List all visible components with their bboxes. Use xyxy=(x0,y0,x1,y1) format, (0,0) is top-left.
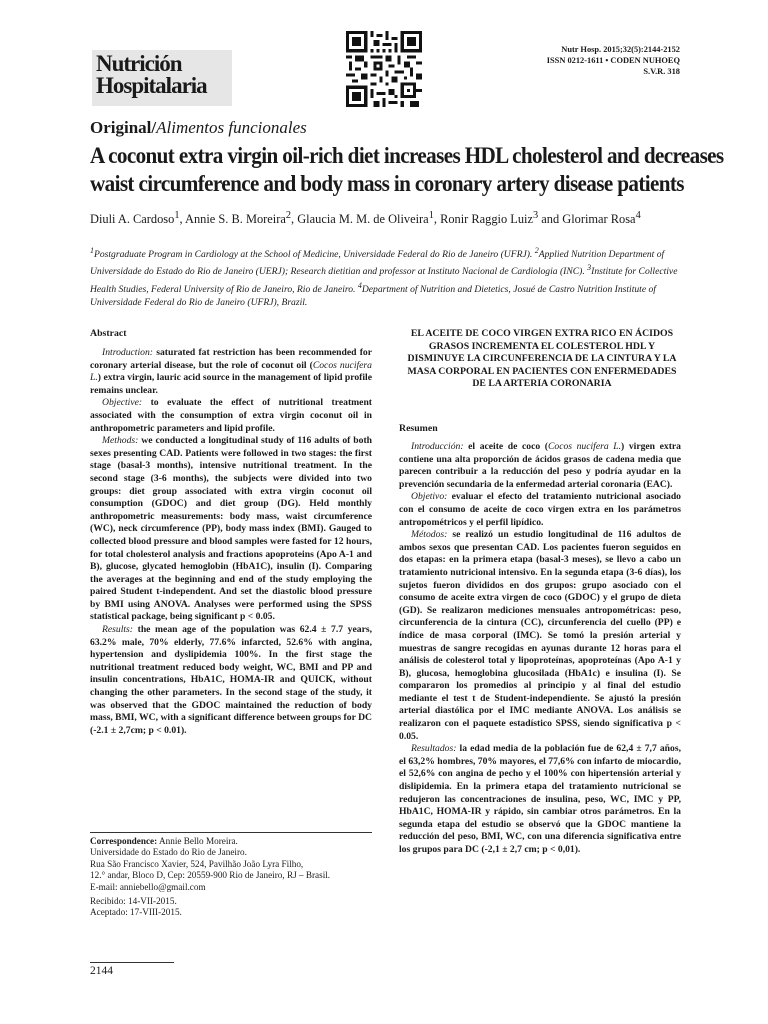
received-date: Recibido: 14-VII-2015. xyxy=(90,896,177,906)
title-line-1: A coconut extra virgin oil-rich diet increases HDL cholesterol and decreases xyxy=(90,143,724,169)
correspondence-block xyxy=(90,836,372,893)
resumen-body xyxy=(399,441,681,857)
correspondence-line: 12.° andar, Bloco D, Cep: 20559-900 Rio de Janeiro, RJ – Brasil. xyxy=(90,870,331,881)
section-name: Original xyxy=(90,118,152,137)
author-name: Glorimar Rosa xyxy=(562,212,636,227)
affiliations: $^1$Postgraduate Program in Cardiology at the School of Medicine, Universidade Federal do Rio de Janeiro (UFRJ). $^2$Applied Nutrition Department of Universidade do Estado do Rio de Janeiro (UERJ); Research dietitian and professor at Instituto Nacional de Cardiologia (INC). $^3$Institute for Collective Health Studies, Federal University of Rio de Janeiro, Rio de Janeiro. $^4$Department of Nutrition and Dietetics, Josué de Castro Nutrition Institute of Universidade Federal do Rio de Janeiro (UFRJ), Brazil. xyxy=(90,246,678,309)
abstract-paragraph: Results: the mean age of the population was 62.4 ± 7.7 years, 63.2% male, 70% elderly, 77.6% infarcted, 52.6% with angina, hypertension and dyslipidemia 100%. In the first stage the nutritional treatment reduced body weight, WC, BMI and PP and insulin concentrations, HbA1C, HOMA-IR and QUICK, without changing the other parameters. In the second stage of the study, it was observed that the GDOC maintained the reduction of body mass, BMI, WC, with a significant difference between groups for DC (-2.1 ± 2,7cm; p < 0.01). xyxy=(90,624,372,736)
citation-svr: S.V.R. 318 xyxy=(643,67,680,76)
page-number: 2144 xyxy=(90,965,113,977)
correspondence-line: Rua São Francisco Xavier, 524, Pavilhão João Lyra Filho, xyxy=(90,858,304,869)
page-number-divider xyxy=(90,962,174,963)
citation-issn: ISSN 0212-1611 • CODEN NUHOEQ xyxy=(546,56,680,65)
resumen-heading: Resumen xyxy=(399,423,438,434)
spanish-title: EL ACEITE DE COCO VIRGEN EXTRA RICO EN ÁCIDOS GRASOS INCREMENTA EL COLESTEROL HDL Y DISMINUYE LA CIRCUNFERENCIA DE LA CINTURA Y LA MASA CORPORAL EN PACIENTES CON ENFERMEDADES DE LA ARTERIA CORONARIA xyxy=(407,328,677,390)
logo-line-2: Hospitalaria xyxy=(96,73,207,98)
author-name: Ronir Raggio Luiz xyxy=(440,212,533,227)
affiliation: Postgraduate Program in Cardiology at the School of Medicine, Universidade Federal do Rio de Janeiro (UFRJ). xyxy=(94,249,535,261)
footnote-divider xyxy=(90,832,372,833)
author-name: Glaucia M. M. de Oliveira xyxy=(297,212,429,227)
affiliation: Department of Nutrition and Dietetics, Josué de Castro Nutrition Institute of Universidade Federal do Rio de Janeiro (UFRJ), Brazil. xyxy=(90,284,656,309)
resumen-paragraph: Resultados: la edad media de la población fue de 62,4 ± 7,7 años, el 63,2% hombres, 70% mayores, el 77,6% con infarto de miocardio, el 52,6% con angina de pecho y el 100% con hipertensión arterial y dislipidemia. En la primera etapa del tratamiento nutricional se redujeron las concentraciones de insulina, peso, WC, IMC y PP, HbA1C, HOMA-IR y rápido, sin cambiar otros parámetros. En la segunda etapa del estudio se observó que la GDOC mantiene la reducción del peso, BMI, WC, con una diferencia significativa entre los grupos para DC (-2,1 ± 2,7 cm; p < 0,01). xyxy=(399,743,681,855)
citation-block xyxy=(547,44,680,77)
abstract-paragraph: Objective: to evaluate the effect of nutritional treatment associated with the consumption of extra virgin coconut oil in anthropometric parameters and lipid profile. xyxy=(90,397,372,434)
section-label: Original/Alimentos funcionales xyxy=(90,118,307,137)
correspondence-email: E-mail: anniebello@gmail.com xyxy=(90,881,206,892)
author-name: Diuli A. Cardoso xyxy=(90,212,175,227)
correspondence-name: Annie Bello Moreira. xyxy=(157,836,238,846)
author-list: Diuli A. Cardoso$^1$, Annie S. B. Moreira$^2$, Glaucia M. M. de Oliveira$^1$, Ronir Raggio Luiz$^3$ and Glorimar Rosa$^4$ xyxy=(90,210,641,227)
resumen-paragraph: Métodos: se realizó un estudio longitudinal de 116 adultos de ambos sexos que presentan CAD. Los pacientes fueron seguidos en dos etapas: en la primera etapa (basal-3 meses), se llevo a cabo un tratamiento nutricional intensivo. En la segunda etapa (3-6 días), los sujetos fueron divididos en dos grupos: grupo asociado con el consumo de aceite extra virgen de coco (GDOC) y el grupo de dieta (GD). Se realizaron mediciones mensuales antropométricas: peso, circunferencia de la cintura (CC), circunferencia del cuello (PP) e índice de masa corporal (IMC). Se tomó la presión arterial y muestras de sangre recogidas en ayunas durante 12 horas para el análisis de colesterol total y lipoproteínas, apoproteínas (Apo A-1 y B), glucosa, hemoglobina glucosilada (HbA1c) e insulina (I). Se compararon los promedios al principio y al final del estudio mediante el test t de Student-independiente. Se ajustó la presión arterial diastólica por el IMC mediante ANOVA. Los análisis se realizaron con el paquete estadístico SPSS, siendo significativa p < 0.05. xyxy=(399,529,681,742)
author-name: Annie S. B. Moreira xyxy=(185,212,286,227)
correspondence-line: Universidade do Estado do Rio de Janeiro. xyxy=(90,847,247,858)
correspondence-label: Correspondence: xyxy=(90,836,158,846)
article-title xyxy=(90,142,724,198)
affiliation: Institute for Collective Health Studies, Federal University of Rio de Janeiro, Rio de Janeiro. xyxy=(90,266,678,296)
logo-line-1: Nutrición xyxy=(96,51,182,76)
accepted-date: Aceptado: 17-VIII-2015. xyxy=(90,907,182,918)
abstract-body xyxy=(90,347,372,737)
dates-block xyxy=(90,896,182,919)
qr-code-icon xyxy=(346,31,422,107)
citation-reference: Nutr Hosp. 2015;32(5):2144-2152 xyxy=(561,45,680,54)
abstract-paragraph: Methods: we conducted a longitudinal study of 116 adults of both sexes presenting CAD. Patients were followed in two stages: the first stage (basal-3 months), intensive nutritional treatment. In the second stage (3-6 months), the subjects were divided into two groups: diet group associated with extra virgin coconut oil consumption (GDOC) and diet group (DG). Held monthly anthropometric measurements: body mass, waist circumference (WC), neck circumference (PP), body mass index (BMI). Gauged to collected blood pressure and blood samples were fasted for 12 hours, for total cholesterol analysis and fractions apoproteins (Apo A-1 and B), glucose, glycated hemoglobin (HbA1C), insulin (I). Comparing the averages at the beginning and end of the study employing the paired Student t-independent. And set the diastolic blood pressure by BMI using ANOVA. Analyses were performed using the SPSS statistical package, being significant p < 0.05. xyxy=(90,435,372,623)
title-line-2: waist circumference and body mass in coronary artery disease patients xyxy=(90,171,684,197)
subsection-name: Alimentos funcionales xyxy=(156,118,307,137)
resumen-paragraph: Objetivo: evaluar el efecto del tratamiento nutricional asociado con el consumo de aceite de coco virgen extra en los parámetros antropométricos y el perfil lipídico. xyxy=(399,491,681,528)
resumen-paragraph: Introducción: el aceite de coco (Cocos nucifera L.) virgen extra contiene una alta proporción de ácidos grasos de cadena media que parecen contribuir a la reducción del peso y podría ayudar en la prevención secundaria de la enfermedad arterial coronaria (EAC). xyxy=(399,441,681,490)
journal-logo xyxy=(92,50,232,106)
abstract-paragraph: Introduction: saturated fat restriction has been recommended for coronary arterial disease, but the role of coconut oil (Cocos nucifera L.) extra virgin, lauric acid source in the management of lipid profile remains unclear. xyxy=(90,347,372,396)
affiliation: Applied Nutrition Department of Universidade do Estado do Rio de Janeiro (UERJ); Research dietitian and professor at Instituto Nacional de Cardiologia (INC). xyxy=(90,249,665,278)
abstract-heading: Abstract xyxy=(90,328,127,339)
